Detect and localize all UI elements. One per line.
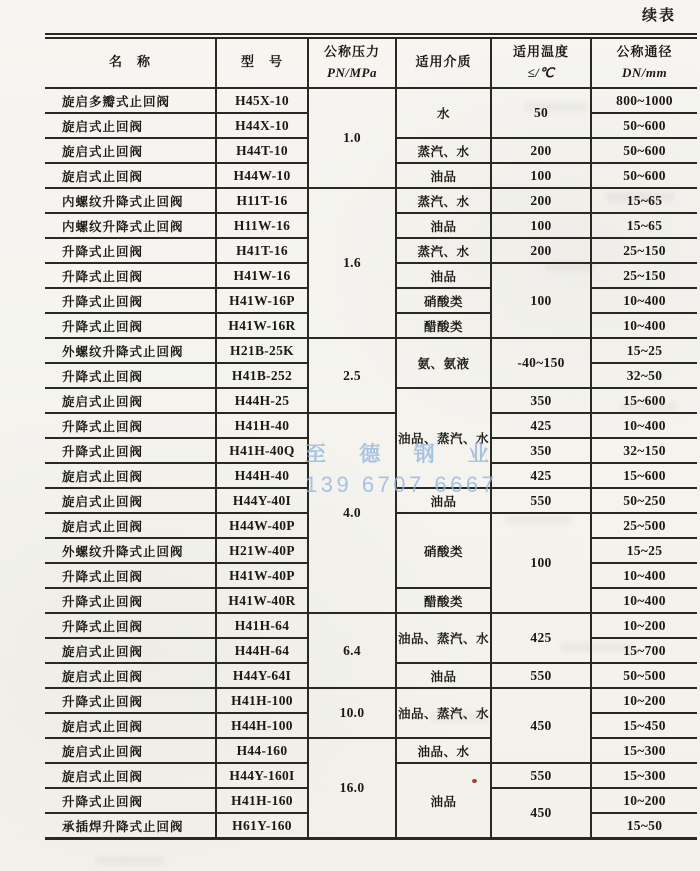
dn-cell: 10~200 [590,612,697,637]
model-cell: H44W-40P [215,512,307,537]
model-cell: H41W-16R [215,312,307,337]
temperature-cell: 450 [490,687,590,762]
medium-cell: 油品 [395,162,490,187]
name-cell: 内螺纹升降式止回阀 [45,212,215,237]
temperature-cell: 450 [490,787,590,837]
pressure-cell: 1.0 [307,87,395,187]
model-cell: H11T-16 [215,187,307,212]
model-cell: H44-160 [215,737,307,762]
dn-cell: 10~400 [590,412,697,437]
medium-cell: 油品、蒸汽、水 [395,687,490,737]
model-cell: H44H-25 [215,387,307,412]
header-dn-label: 公称通径 [616,44,673,60]
temperature-cell: 425 [490,412,590,437]
pressure-cell: 1.6 [307,187,395,337]
header-model-label: 型 号 [240,54,283,70]
temperature-cell: 200 [490,137,590,162]
pressure-cell: 10.0 [307,687,395,737]
model-cell: H41H-40 [215,412,307,437]
name-cell: 旋启式止回阀 [45,737,215,762]
medium-cell: 硝酸类 [395,512,490,587]
medium-cell: 醋酸类 [395,587,490,612]
check-valve-spec-table [45,33,697,840]
header-pressure-unit: PN/MPa [327,65,377,80]
model-cell: H44T-10 [215,137,307,162]
dn-cell: 25~150 [590,262,697,287]
name-cell: 旋启多瓣式止回阀 [45,87,215,112]
model-cell: H61Y-160 [215,812,307,837]
medium-cell: 油品 [395,662,490,687]
temperature-cell: 100 [490,212,590,237]
model-cell: H41T-16 [215,237,307,262]
name-cell: 旋启式止回阀 [45,762,215,787]
name-cell: 旋启式止回阀 [45,162,215,187]
medium-cell: 蒸汽、水 [395,137,490,162]
name-cell: 旋启式止回阀 [45,137,215,162]
name-cell: 外螺纹升降式止回阀 [45,537,215,562]
name-cell: 升降式止回阀 [45,587,215,612]
continued-table-label: 续表 [642,6,677,24]
dn-cell: 32~50 [590,362,697,387]
name-cell: 旋启式止回阀 [45,387,215,412]
name-cell: 旋启式止回阀 [45,512,215,537]
medium-cell: 油品 [395,762,490,837]
model-cell: H41W-40P [215,562,307,587]
dn-cell: 25~150 [590,237,697,262]
dn-cell: 10~200 [590,687,697,712]
dn-cell: 10~200 [590,787,697,812]
name-cell: 旋启式止回阀 [45,662,215,687]
model-cell: H44Y-40I [215,487,307,512]
name-cell: 升降式止回阀 [45,312,215,337]
name-cell: 升降式止回阀 [45,237,215,262]
name-cell: 旋启式止回阀 [45,462,215,487]
dn-cell: 15~600 [590,462,697,487]
name-cell: 升降式止回阀 [45,612,215,637]
model-cell: H41W-16P [215,287,307,312]
name-cell: 升降式止回阀 [45,262,215,287]
ink-dot-artifact [472,779,477,783]
dn-cell: 15~65 [590,187,697,212]
header-model [215,39,307,87]
dn-cell: 50~600 [590,162,697,187]
medium-cell: 蒸汽、水 [395,237,490,262]
dn-cell: 32~150 [590,437,697,462]
name-cell: 内螺纹升降式止回阀 [45,187,215,212]
dn-cell: 15~700 [590,637,697,662]
dn-cell: 800~1000 [590,87,697,112]
model-cell: H44H-100 [215,712,307,737]
model-cell: H41B-252 [215,362,307,387]
temperature-cell: 350 [490,437,590,462]
temperature-cell: 200 [490,187,590,212]
medium-cell: 油品、水 [395,737,490,762]
temperature-cell: 200 [490,237,590,262]
medium-cell: 氨、氨液 [395,337,490,387]
model-cell: H44X-10 [215,112,307,137]
dn-cell: 15~50 [590,812,697,837]
dn-cell: 50~600 [590,137,697,162]
dn-cell: 50~500 [590,662,697,687]
temperature-cell: 425 [490,462,590,487]
dn-cell: 15~65 [590,212,697,237]
model-cell: H44Y-160I [215,762,307,787]
watermark-company: 至 德 钢 业 [305,442,502,466]
name-cell: 外螺纹升降式止回阀 [45,337,215,362]
temperature-cell: 425 [490,612,590,662]
temperature-cell: 50 [490,87,590,137]
name-cell: 升降式止回阀 [45,437,215,462]
header-pressure [307,39,395,87]
pressure-cell: 4.0 [307,412,395,612]
dn-cell: 15~600 [590,387,697,412]
dn-cell: 50~600 [590,112,697,137]
dn-cell: 15~25 [590,337,697,362]
medium-cell: 油品 [395,212,490,237]
dn-cell: 10~400 [590,587,697,612]
medium-cell: 水 [395,87,490,137]
model-cell: H44H-64 [215,637,307,662]
temperature-cell: 100 [490,512,590,612]
header-dn-unit: DN/mm [621,65,668,80]
model-cell: H44H-40 [215,462,307,487]
model-cell: H45X-10 [215,87,307,112]
pressure-cell: 16.0 [307,737,395,837]
header-temperature-label: 适用温度 [512,44,569,60]
dn-cell: 10~400 [590,562,697,587]
temperature-cell: 100 [490,262,590,337]
model-cell: H21B-25K [215,337,307,362]
header-medium-label: 适用介质 [415,54,472,70]
medium-cell: 油品、蒸汽、水 [395,612,490,662]
name-cell: 旋启式止回阀 [45,487,215,512]
temperature-cell: 550 [490,487,590,512]
medium-cell: 油品、蒸汽、水 [395,387,490,487]
model-cell: H41H-64 [215,612,307,637]
medium-cell: 蒸汽、水 [395,187,490,212]
dn-cell: 10~400 [590,287,697,312]
name-cell: 升降式止回阀 [45,287,215,312]
header-temperature-unit: ≤/℃ [527,65,555,80]
name-cell: 升降式止回阀 [45,787,215,812]
pressure-cell: 2.5 [307,337,395,412]
header-name [45,39,215,87]
model-cell: H11W-16 [215,212,307,237]
dn-cell: 15~300 [590,737,697,762]
model-cell: H41H-100 [215,687,307,712]
name-cell: 旋启式止回阀 [45,637,215,662]
medium-cell: 油品 [395,262,490,287]
medium-cell: 醋酸类 [395,312,490,337]
model-cell: H41W-16 [215,262,307,287]
dn-cell: 15~450 [590,712,697,737]
header-name-label: 名 称 [108,54,151,70]
medium-cell: 硝酸类 [395,287,490,312]
temperature-cell: 550 [490,762,590,787]
model-cell: H21W-40P [215,537,307,562]
name-cell: 升降式止回阀 [45,412,215,437]
scan-artifact [95,856,165,865]
name-cell: 旋启式止回阀 [45,112,215,137]
header-medium [395,39,490,87]
model-cell: H41W-40R [215,587,307,612]
model-cell: H44Y-64I [215,662,307,687]
medium-cell: 油品 [395,487,490,512]
temperature-cell: 550 [490,662,590,687]
name-cell: 旋启式止回阀 [45,712,215,737]
watermark-phone: 139 6707 6667 [305,472,498,497]
temperature-cell: 100 [490,162,590,187]
temperature-cell: 350 [490,387,590,412]
dn-cell: 15~25 [590,537,697,562]
model-cell: H41H-160 [215,787,307,812]
header-pressure-label: 公称压力 [323,44,380,60]
dn-cell: 10~400 [590,312,697,337]
name-cell: 承插焊升降式止回阀 [45,812,215,837]
model-cell: H44W-10 [215,162,307,187]
pressure-cell: 6.4 [307,612,395,687]
name-cell: 升降式止回阀 [45,362,215,387]
name-cell: 升降式止回阀 [45,562,215,587]
name-cell: 升降式止回阀 [45,687,215,712]
dn-cell: 50~250 [590,487,697,512]
model-cell: H41H-40Q [215,437,307,462]
header-dn [590,39,697,87]
dn-cell: 25~500 [590,512,697,537]
dn-cell: 15~300 [590,762,697,787]
header-temperature [490,39,590,87]
temperature-cell: -40~150 [490,337,590,387]
